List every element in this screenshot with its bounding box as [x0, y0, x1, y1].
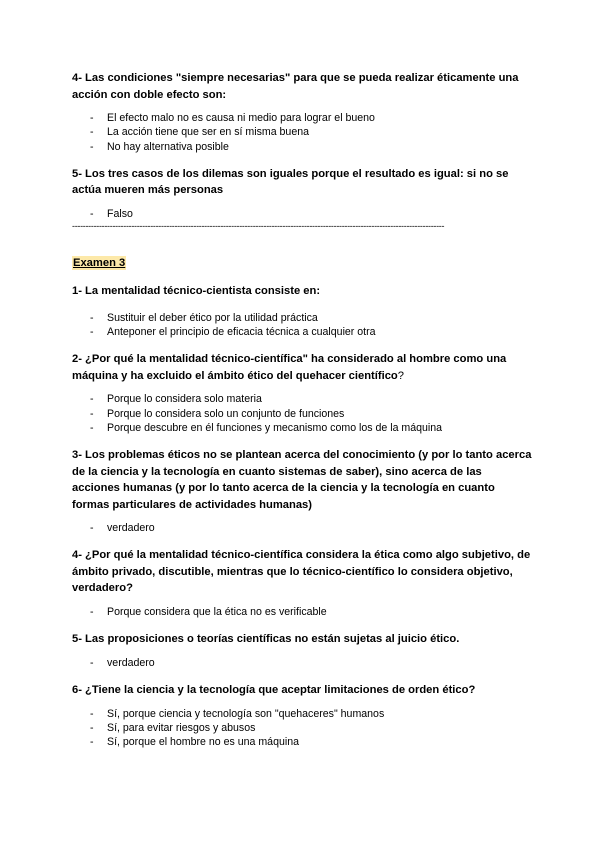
question-text: 3- Los problemas éticos no se plantean acerca del conocimiento (y por lo tanto acerca de la ciencia y la tecnología en cuanto sistemas de saber), sino acerca de las acciones humanas (y por lo tanto acerca de la ciencia y la tecnología en cuanto formas particulares de actividades humanas) — [72, 449, 532, 511]
answer-text: verdadero — [107, 522, 155, 535]
answer-text: El efecto malo no es causa ni medio para lograr el bueno — [107, 112, 375, 124]
bullet-dash: - — [90, 311, 94, 324]
answer-text: No hay alternativa posible — [107, 140, 229, 153]
bullet-dash: - — [90, 656, 94, 669]
answer-list — [72, 207, 532, 221]
question-text: 1- La mentalidad técnico-cientista consiste en: — [72, 285, 321, 298]
question-text: 6- ¿Tiene la ciencia y la tecnología que aceptar limitaciones de orden ético? — [72, 684, 476, 697]
question-text-tail: ? — [397, 369, 404, 382]
answer-item — [72, 407, 532, 421]
bullet-dash: - — [90, 407, 94, 420]
answer-list — [72, 311, 532, 340]
answer-text: Anteponer el principio de eficacia técnica a cualquier otra — [107, 325, 376, 338]
answer-item — [72, 707, 532, 721]
answer-list — [72, 707, 532, 750]
bullet-dash: - — [90, 325, 94, 338]
answer-list — [72, 111, 532, 154]
answer-text: Porque lo considera solo un conjunto de funciones — [107, 407, 345, 420]
answer-text: Sustituir el deber ético por la utilidad práctica — [107, 311, 318, 324]
question-text: 4- ¿Por qué la mentalidad técnico-científica considera la ética como algo subjetivo, de ámbito privado, discutible, mientras que lo técnico-científico lo considera objetivo, verdadero? — [72, 549, 531, 595]
question-text-main: 2- ¿Por qué la mentalidad técnico-científica" ha considerado al hombre como una máquina y ha excluido el ámbito ético del quehacer científico — [72, 353, 507, 382]
answer-text: Falso — [107, 207, 133, 220]
answer-text: Sí, porque el hombre no es una máquina — [107, 736, 299, 749]
separator-line: ------------------------------------------------------------------------------------------------------------------------------------------ — [72, 221, 445, 232]
answer-item — [72, 125, 532, 139]
question-text: 4- Las condiciones "siempre necesarias" para que se pueda realizar éticamente una acción con doble efecto son: — [72, 72, 519, 101]
bullet-dash: - — [90, 393, 94, 406]
answer-item — [72, 311, 532, 325]
answer-text: verdadero — [107, 656, 155, 669]
answer-item — [72, 325, 532, 339]
answer-list — [72, 392, 532, 435]
bullet-dash: - — [90, 707, 94, 720]
bullet-dash: - — [90, 721, 94, 734]
answer-item — [72, 735, 532, 749]
answer-item — [72, 111, 532, 125]
bullet-dash: - — [90, 112, 94, 124]
bullet-dash: - — [90, 736, 94, 749]
answer-text: Sí, para evitar riesgos y abusos — [107, 721, 256, 734]
bullet-dash: - — [90, 126, 94, 139]
answer-item — [72, 421, 532, 435]
document-content — [72, 70, 532, 749]
answer-item — [72, 392, 532, 406]
answer-text: Porque lo considera solo materia — [107, 393, 262, 406]
answer-item — [72, 140, 532, 154]
answer-text: Sí, porque ciencia y tecnología son "quehaceres" humanos — [107, 707, 385, 720]
answer-item — [72, 521, 532, 535]
answer-list — [72, 521, 532, 535]
answer-item — [72, 656, 532, 670]
answer-list — [72, 605, 532, 619]
bullet-dash: - — [90, 522, 94, 535]
question-text: 5- Las proposiciones o teorías científicas no están sujetas al juicio ético. — [72, 633, 460, 646]
bullet-dash: - — [90, 421, 94, 434]
exam-title: Examen 3 — [73, 257, 126, 270]
answer-list — [72, 656, 532, 670]
answer-item — [72, 207, 532, 221]
question-text — [72, 351, 532, 384]
question-text: 5- Los tres casos de los dilemas son iguales porque el resultado es igual: si no se actúa mueren más personas — [72, 167, 509, 197]
answer-text: Porque descubre en él funciones y mecanismo como los de la máquina — [107, 421, 443, 434]
bullet-dash: - — [90, 605, 94, 618]
bullet-dash: - — [90, 140, 94, 153]
answer-item — [72, 721, 532, 735]
answer-item — [72, 605, 532, 619]
bullet-dash: - — [90, 207, 94, 220]
answer-text: Porque considera que la ética no es verificable — [107, 605, 327, 618]
answer-text: La acción tiene que ser en sí misma buena — [107, 126, 309, 139]
